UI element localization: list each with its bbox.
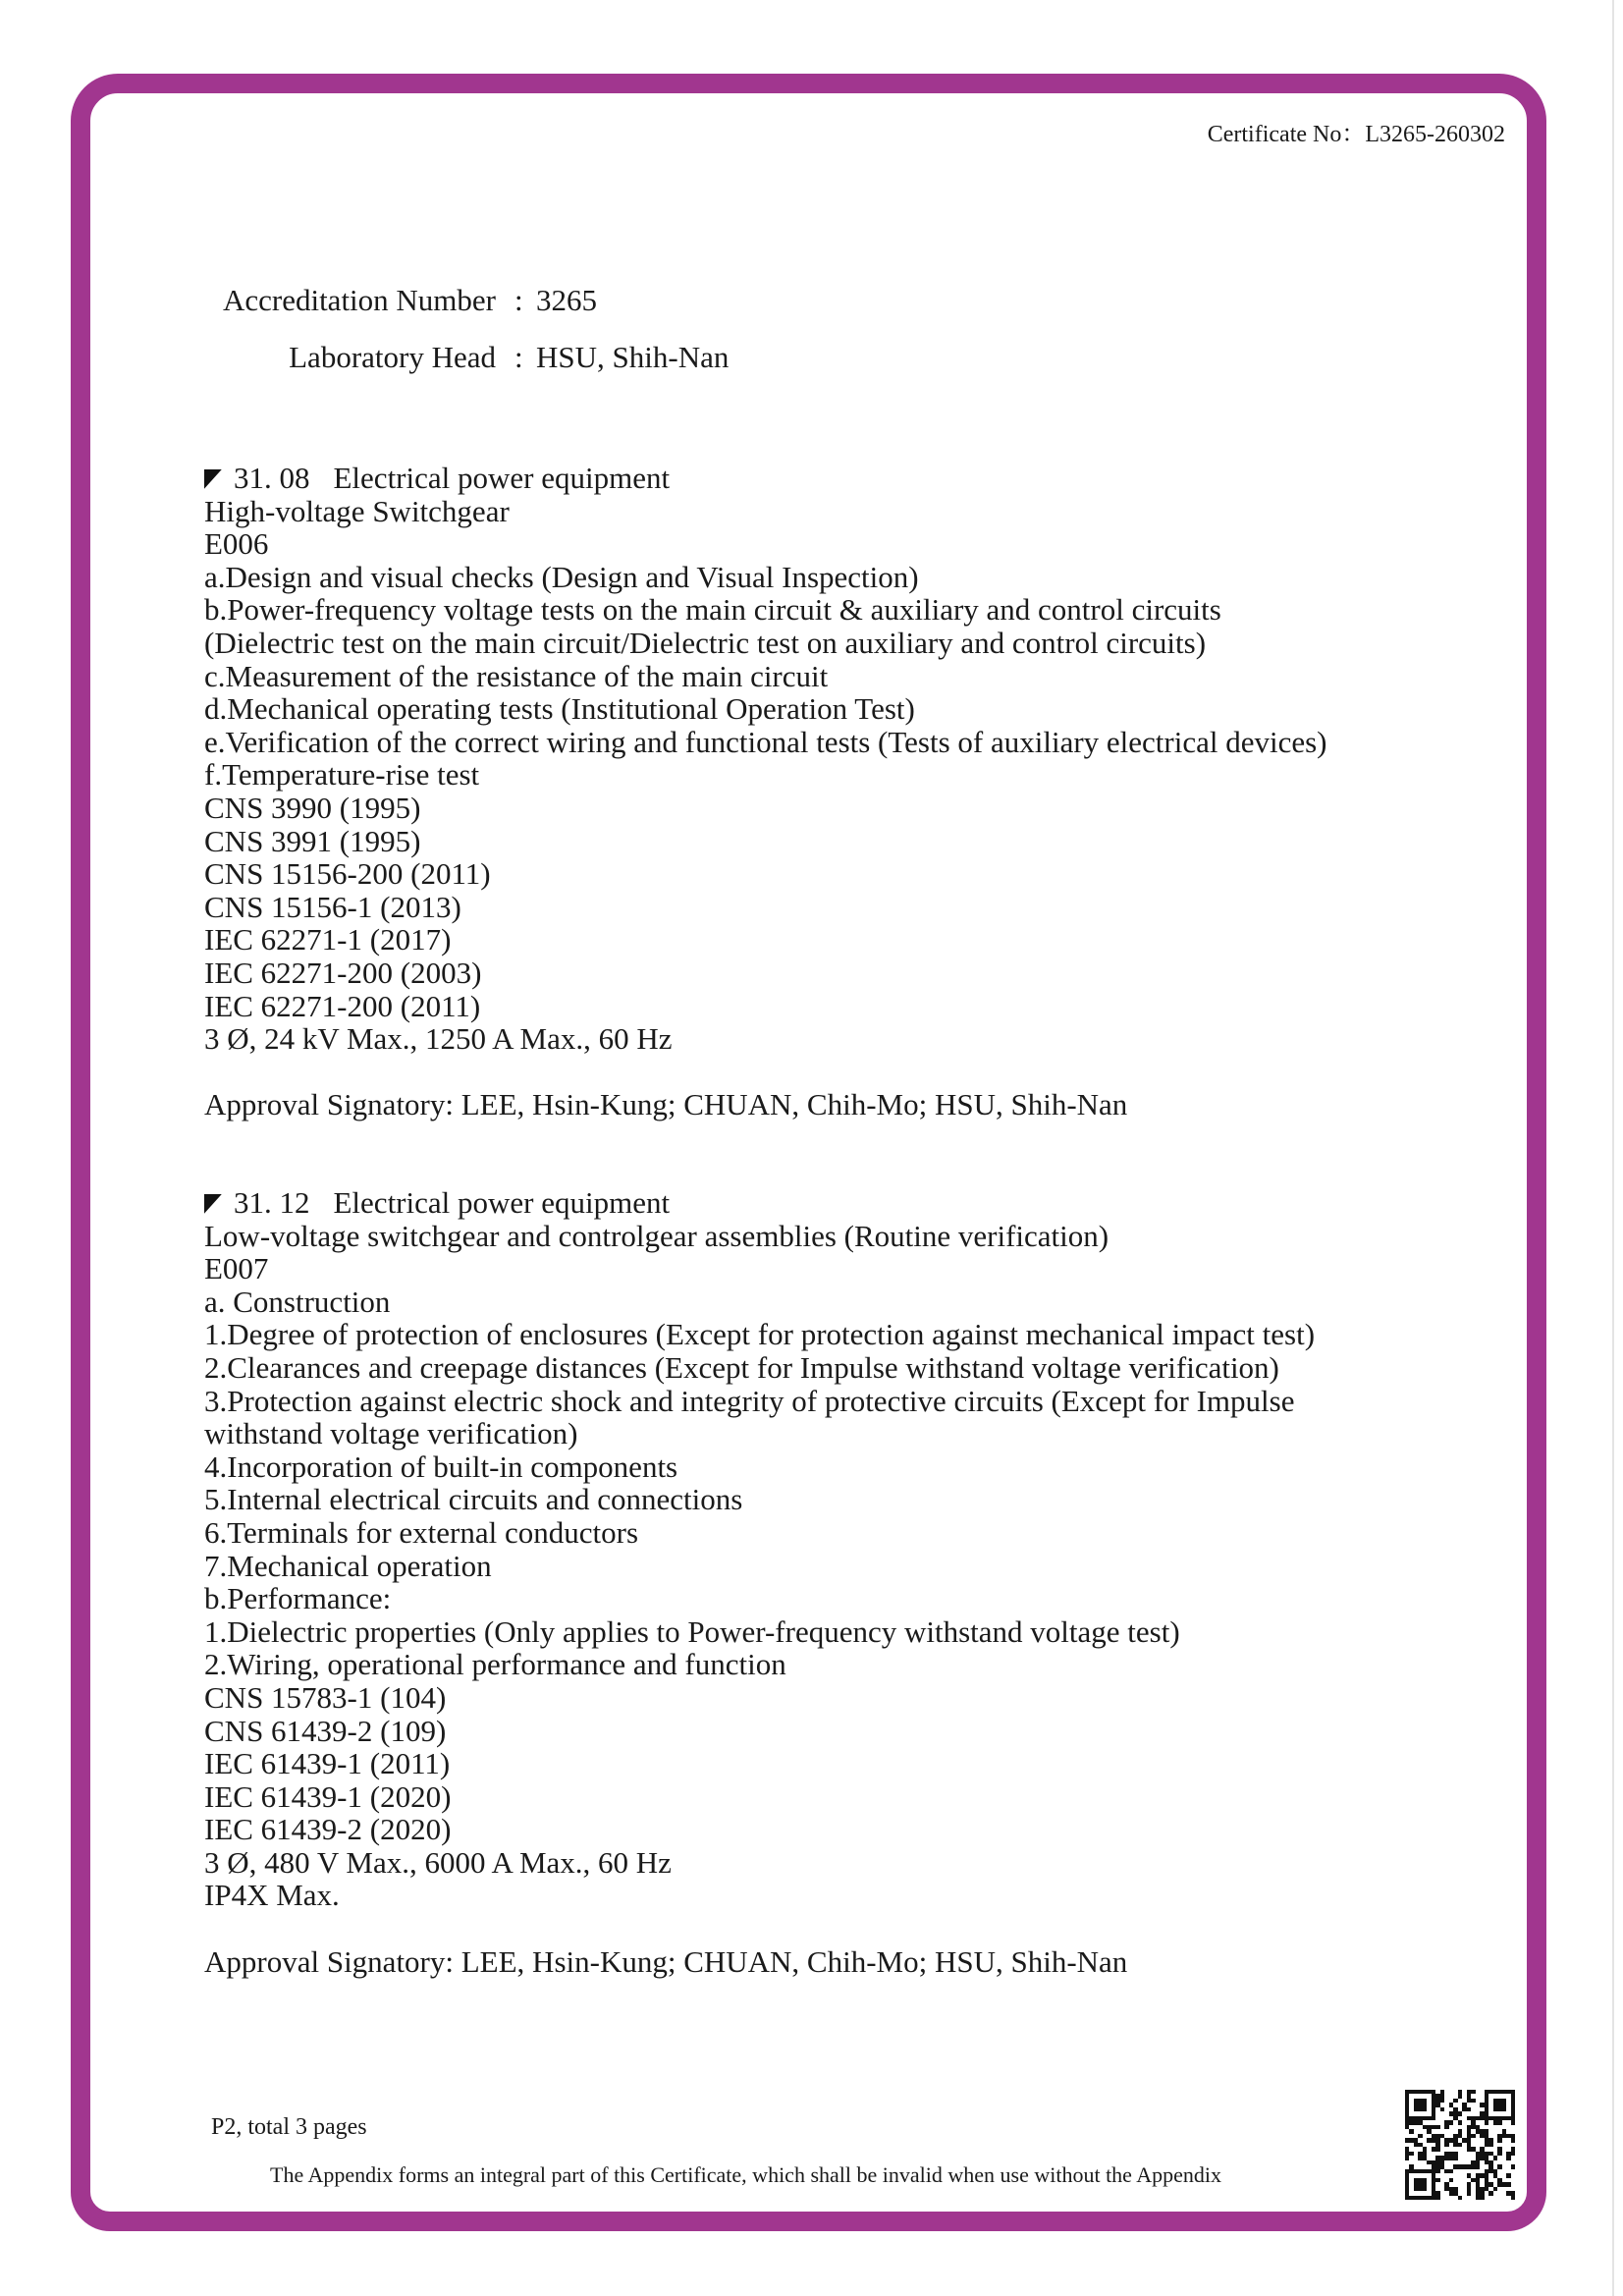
- accreditation-number-row: [0, 283, 1623, 322]
- appendix-note: The Appendix forms an integral part of this Certificate, which shall be invalid when use without the Appendix: [270, 2162, 1221, 2187]
- scope-line: withstand voltage verification): [204, 1416, 578, 1451]
- scope-line: b.Performance:: [204, 1581, 392, 1616]
- scope-line: E006: [204, 526, 269, 562]
- scope-line: CNS 61439-2 (109): [204, 1713, 447, 1748]
- scope-line: CNS 15156-200 (2011): [204, 856, 491, 892]
- scope-section: [204, 1186, 1315, 1978]
- scope-line: High-voltage Switchgear: [204, 493, 510, 528]
- scope-line: Low-voltage switchgear and controlgear assemblies (Routine verification): [204, 1218, 1109, 1253]
- scope-line: 1.Dielectric properties (Only applies to Power-frequency withstand voltage test): [204, 1613, 1180, 1649]
- scope-line: CNS 15156-1 (2013): [204, 889, 461, 924]
- scope-line: CNS 3991 (1995): [204, 823, 421, 858]
- section-code: 31. 08: [234, 461, 310, 495]
- scope-line: b.Power-frequency voltage tests on the main circuit & auxiliary and control circuits: [204, 592, 1221, 628]
- scope-line: CNS 3990 (1995): [204, 790, 421, 825]
- scope-line: E007: [204, 1251, 269, 1286]
- label: Laboratory Head: [289, 340, 496, 374]
- spacer: [204, 1056, 1327, 1089]
- section-code: 31. 12: [234, 1185, 310, 1220]
- scope-line: IEC 61439-1 (2011): [204, 1746, 451, 1781]
- qr-module: [1511, 2196, 1515, 2200]
- value: 3265: [536, 283, 597, 317]
- value: HSU, Shih-Nan: [536, 340, 730, 374]
- approval-signatory: Approval Signatory: LEE, Hsin-Kung; CHUAN, Chih-Mo; HSU, Shih-Nan: [204, 1943, 1128, 1979]
- scope-line: e.Verification of the correct wiring and functional tests (Tests of auxiliary electrical devices): [204, 724, 1327, 759]
- scope-line: IP4X Max.: [204, 1878, 340, 1913]
- scope-line: 1.Degree of protection of enclosures (Except for protection against mechanical impact test): [204, 1317, 1316, 1352]
- spacer: [204, 1912, 1315, 1945]
- scope-line: IEC 62271-1 (2017): [204, 922, 452, 957]
- scope-section: [204, 462, 1327, 1121]
- scope-line: d.Mechanical operating tests (Institutional Operation Test): [204, 691, 915, 727]
- separator: :: [514, 283, 523, 317]
- scope-line: c.Measurement of the resistance of the main circuit: [204, 658, 829, 693]
- scope-line: 6.Terminals for external conductors: [204, 1514, 639, 1550]
- approval-signatory: Approval Signatory: LEE, Hsin-Kung; CHUAN, Chih-Mo; HSU, Shih-Nan: [204, 1087, 1128, 1122]
- scope-line: IEC 61439-1 (2020): [204, 1778, 452, 1814]
- page-number: P2, total 3 pages: [211, 2114, 367, 2140]
- scope-line: (Dielectric test on the main circuit/Dielectric test on auxiliary and control circuits): [204, 625, 1207, 660]
- scope-line: a. Construction: [204, 1284, 391, 1319]
- section-header: [204, 462, 1327, 495]
- qr-code: [1405, 2090, 1515, 2200]
- triangle-marker-icon: [204, 469, 222, 489]
- scope-line: 4.Incorporation of built-in components: [204, 1449, 678, 1484]
- triangle-marker-icon: [204, 1194, 222, 1214]
- section-title: Electrical power equipment: [333, 1185, 671, 1220]
- scope-line: 3 Ø, 24 kV Max., 1250 A Max., 60 Hz: [204, 1021, 673, 1057]
- scope-line: f.Temperature-rise test: [204, 757, 480, 793]
- scope-line: 3.Protection against electric shock and integrity of protective circuits (Except for Impulse: [204, 1383, 1295, 1418]
- label: Accreditation Number: [222, 283, 496, 317]
- scope-line: 5.Internal electrical circuits and connections: [204, 1482, 743, 1517]
- scope-line: IEC 62271-200 (2003): [204, 955, 482, 990]
- section-title: Electrical power equipment: [333, 461, 671, 495]
- scope-line: IEC 62271-200 (2011): [204, 988, 481, 1023]
- separator: :: [514, 340, 523, 374]
- laboratory-head-row: [0, 340, 1623, 379]
- scope-line: a.Design and visual checks (Design and Visual Inspection): [204, 559, 919, 594]
- scope-line: IEC 61439-2 (2020): [204, 1812, 452, 1847]
- scope-line: 3 Ø, 480 V Max., 6000 A Max., 60 Hz: [204, 1844, 672, 1880]
- scope-line: CNS 15783-1 (104): [204, 1679, 447, 1715]
- scope-line: 2.Wiring, operational performance and function: [204, 1647, 786, 1682]
- scope-line: 7.Mechanical operation: [204, 1548, 492, 1583]
- section-header: [204, 1186, 1315, 1220]
- scope-line: 2.Clearances and creepage distances (Except for Impulse withstand voltage verification): [204, 1349, 1279, 1385]
- certificate-number: Certificate No：L3265-260302: [1207, 122, 1505, 147]
